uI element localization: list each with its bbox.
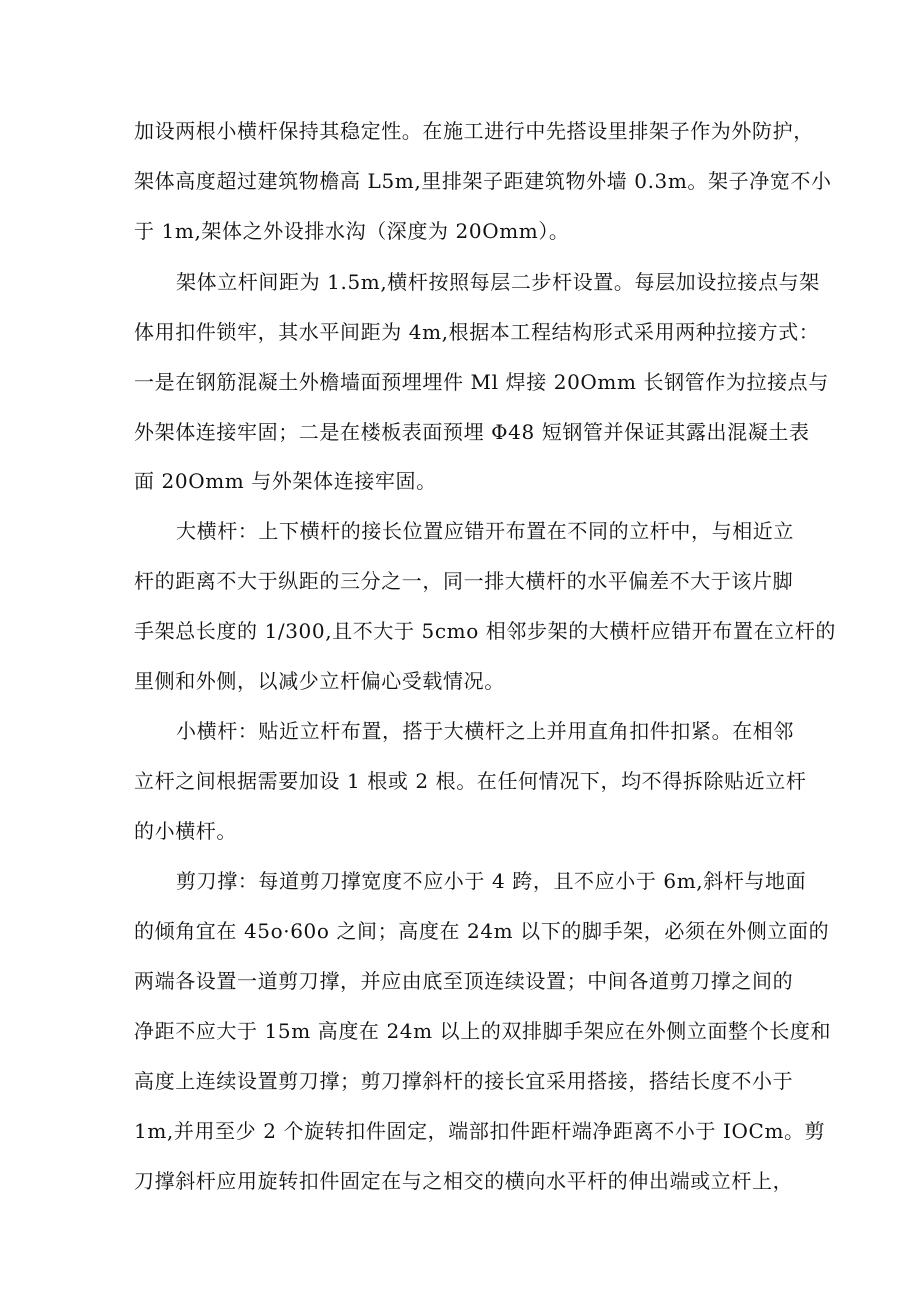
text-line: 大横杆：上下横杆的接长位置应错开布置在不同的立杆中，与相近立 [176, 519, 794, 543]
text-line: 两端各设置一道剪刀撑，并应由底至顶连续设置；中间各道剪刀撑之间的 [134, 969, 794, 993]
text-line: 面 20Omm 与外架体连接牢固。 [134, 469, 437, 493]
text-line: 的倾角宜在 45o·60o 之间；高度在 24m 以下的脚手架，必须在外侧立面的 [134, 919, 830, 943]
text-line: 高度上连续设置剪刀撑；剪刀撑斜杆的接长宜采用搭接，搭结长度不小于 [134, 1069, 794, 1093]
text-line: 外架体连接牢固；二是在楼板表面预埋 Φ48 短钢管并保证其露出混凝土表 [134, 420, 810, 444]
text-line: 刀撑斜杆应用旋转扣件固定在与之相交的横向水平杆的伸出端或立杆上， [134, 1169, 794, 1193]
text-line: 架体高度超过建筑物檐高 L5m,里排架子距建筑物外墙 0.3m。架子净宽不小 [134, 169, 832, 193]
text-line: 手架总长度的 1/300,且不大于 5cmo 相邻步架的大横杆应错开布置在立杆的 [134, 619, 836, 643]
text-line: 1m,并用至少 2 个旋转扣件固定，端部扣件距杆端净距离不小于 IOCm。剪 [134, 1119, 826, 1143]
text-line: 架体立杆间距为 1.5m,横杆按照每层二步杆设置。每层加设拉接点与架 [176, 270, 820, 294]
text-line: 体用扣件锁牢，其水平间距为 4m,根据本工程结构形式采用两种拉接方式： [134, 320, 820, 344]
text-line: 剪刀撑：每道剪刀撑宽度不应小于 4 跨，且不应小于 6m,斜杆与地面 [176, 869, 807, 893]
text-line: 杆的距离不大于纵距的三分之一，同一排大横杆的水平偏差不大于该片脚 [134, 569, 794, 593]
text-line: 加设两根小横杆保持其稳定性。在施工进行中先搭设里排架子作为外防护， [134, 119, 814, 143]
text-line: 一是在钢筋混凝土外檐墙面预埋埋件 Ml 焊接 20Omm 长钢管作为拉接点与 [134, 370, 829, 394]
text-line: 里侧和外侧，以减少立杆偏心受载情况。 [134, 669, 505, 693]
text-line: 于 1m,架体之外设排水沟（深度为 20Omm）。 [134, 219, 570, 243]
text-line: 净距不应大于 15m 高度在 24m 以上的双排脚手架应在外侧立面整个长度和 [134, 1019, 832, 1043]
text-line: 的小横杆。 [134, 819, 237, 843]
text-line: 立杆之间根据需要加设 1 根或 2 根。在任何情况下，均不得拆除贴近立杆 [134, 769, 807, 793]
text-line: 小横杆：贴近立杆布置，搭于大横杆之上并用直角扣件扣紧。在相邻 [176, 719, 794, 743]
